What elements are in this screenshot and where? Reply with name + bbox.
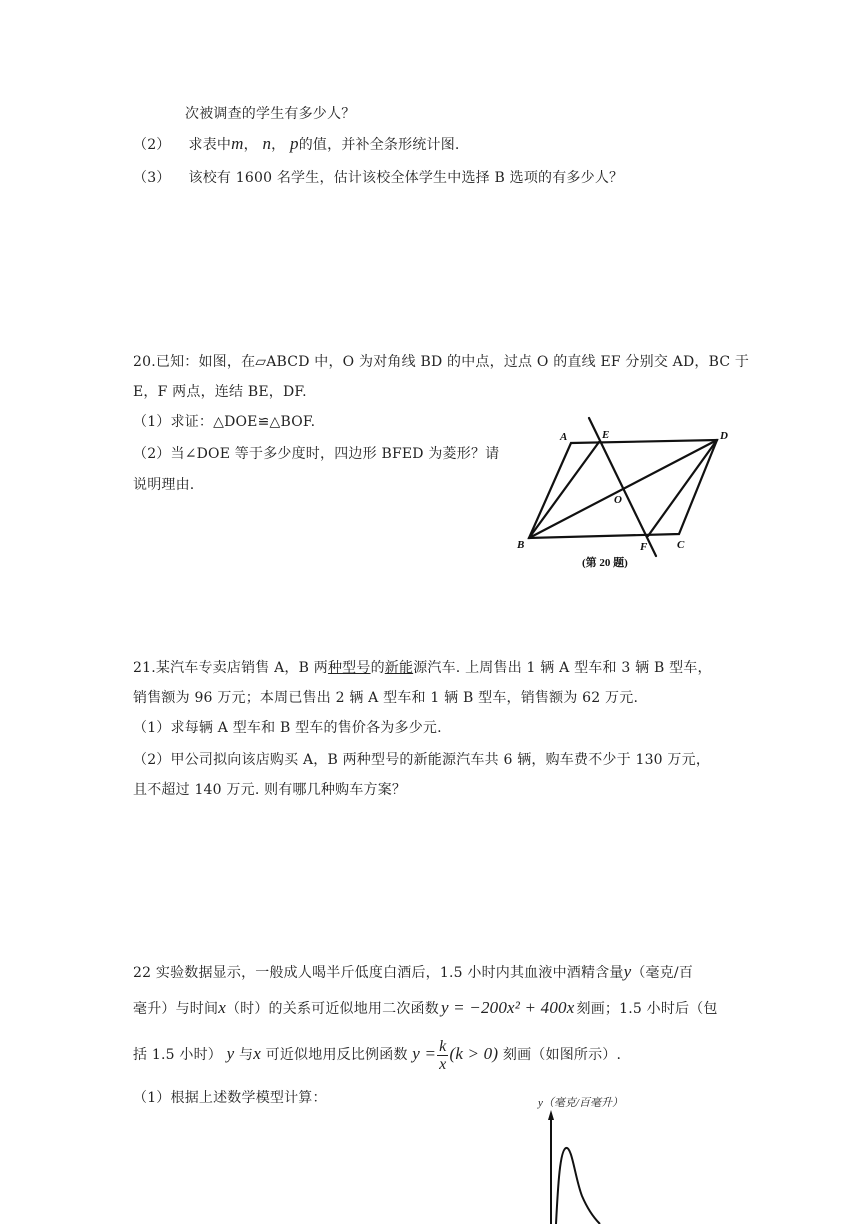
q22-line2-c: 刻画；1.5 小时后（包: [576, 1001, 718, 1017]
q19-part3-text: 该校有 1600 名学生，估计该校全体学生中选择 B 选项的有多少人？: [188, 170, 624, 186]
q19-part2-text-a: 求表中: [188, 137, 232, 153]
var-y-2: y: [226, 1044, 235, 1063]
q22-line1-b: （毫克/百: [631, 965, 694, 981]
label-o: O: [614, 494, 622, 506]
alcohol-graph: [530, 1090, 660, 1224]
segment-df: [648, 440, 717, 536]
parallelogram-figure: [505, 413, 745, 573]
label-c: C: [677, 539, 685, 551]
q22-part1: （1）根据上述数学模型计算：: [133, 1090, 327, 1106]
q21-stem-a: 21.某汽车专卖店销售 A，B 两: [133, 660, 328, 676]
q21-part1: （1）求每辆 A 型车和 B 型车的售价各为多少元.: [133, 720, 442, 736]
fraction-k-over-x: [437, 1038, 448, 1073]
fraction-denominator: x: [439, 1055, 447, 1073]
q22-line2: [133, 998, 718, 1019]
q19-continuation: 次被调查的学生有多少人？: [185, 106, 356, 122]
var-n: n: [262, 134, 272, 153]
q20-part2-line2: 说明理由.: [133, 477, 195, 493]
q22-line3: [133, 1034, 621, 1074]
q22-line2-a: 毫升）与时间: [133, 1001, 219, 1017]
q22-line2-b: （时）的关系可近似地用二次函数: [225, 1001, 439, 1017]
q19-part3-number: （3）: [133, 170, 171, 186]
q22-line3-b: 与: [239, 1047, 254, 1063]
quadratic-formula: y = −200x² + 400x: [440, 998, 575, 1017]
q21-stem-line2: 销售额为 96 万元；本周已售出 2 辆 A 型车和 1 辆 B 型车，销售额为 62 万元.: [133, 690, 639, 706]
label-b: B: [517, 539, 525, 551]
q20-part1: （1）求证：△DOE≌△BOF.: [133, 414, 316, 430]
var-x-2: x: [253, 1044, 261, 1063]
label-f: F: [640, 541, 648, 553]
q21-part2-line1: （2）甲公司拟向该店购买 A，B 两种型号的新能源汽车共 6 辆，购车费不少于 130 万元，: [133, 752, 711, 768]
q19-part2-number: （2）: [133, 137, 171, 153]
q21-stem-line1: [133, 658, 712, 678]
q21-stem-c: 源汽车. 上周售出 1 辆 A 型车和 3 辆 B 型车，: [413, 660, 712, 676]
q20-stem-line2: E，F 两点，连结 BE，DF.: [133, 384, 307, 400]
q21-underlined-2: 新能: [384, 660, 414, 676]
q20-stem-line1: 20.已知：如图，在▱ABCD 中，O 为对角线 BD 的中点，过点 O 的直线 EF 分别交 AD，BC 于: [133, 354, 750, 370]
label-d: D: [720, 430, 728, 442]
q22-line1-a: 22 实验数据显示，一般成人喝半斤低度白酒后，1.5 小时内其血液中酒精含量: [133, 965, 624, 981]
q21-underlined-1: 种型号: [327, 660, 371, 676]
inverse-function-lhs: y =: [412, 1044, 437, 1063]
var-m: m: [231, 134, 244, 153]
q19-part3: [133, 168, 623, 188]
concentration-curve: [556, 1148, 600, 1224]
q21-part2-line2: 且不超过 140 万元. 则有哪几种购车方案？: [133, 782, 407, 798]
q20-part2-line1: （2）当∠DOE 等于多少度时，四边形 BFED 为菱形？请: [133, 446, 500, 462]
label-e: E: [602, 429, 610, 441]
q22-line3-d: 刻画（如图所示）.: [502, 1047, 622, 1063]
var-p: p: [290, 134, 299, 153]
fraction-numerator: k: [439, 1037, 447, 1055]
q22-line3-c: 可近似地用反比例函数: [265, 1047, 408, 1063]
q22-line1: [133, 962, 693, 983]
q19-part2-text-b: 的值，并补全条形统计图.: [298, 137, 460, 153]
graph-y-axis-label: y（毫克/百毫升）: [538, 1097, 623, 1109]
condition-k-positive: (k > 0): [449, 1044, 499, 1063]
figure-caption: (第 20 题): [582, 557, 628, 569]
var-y: y: [623, 962, 632, 981]
label-a: A: [560, 431, 568, 443]
y-axis-arrow: [548, 1110, 554, 1120]
q19-part2: （2） 求表中m， n， p的值，并补全条形统计图.: [133, 134, 460, 153]
q21-stem-b: 的: [370, 660, 385, 676]
var-x: x: [218, 998, 226, 1017]
q22-line3-a: 括 1.5 小时）: [133, 1047, 222, 1063]
